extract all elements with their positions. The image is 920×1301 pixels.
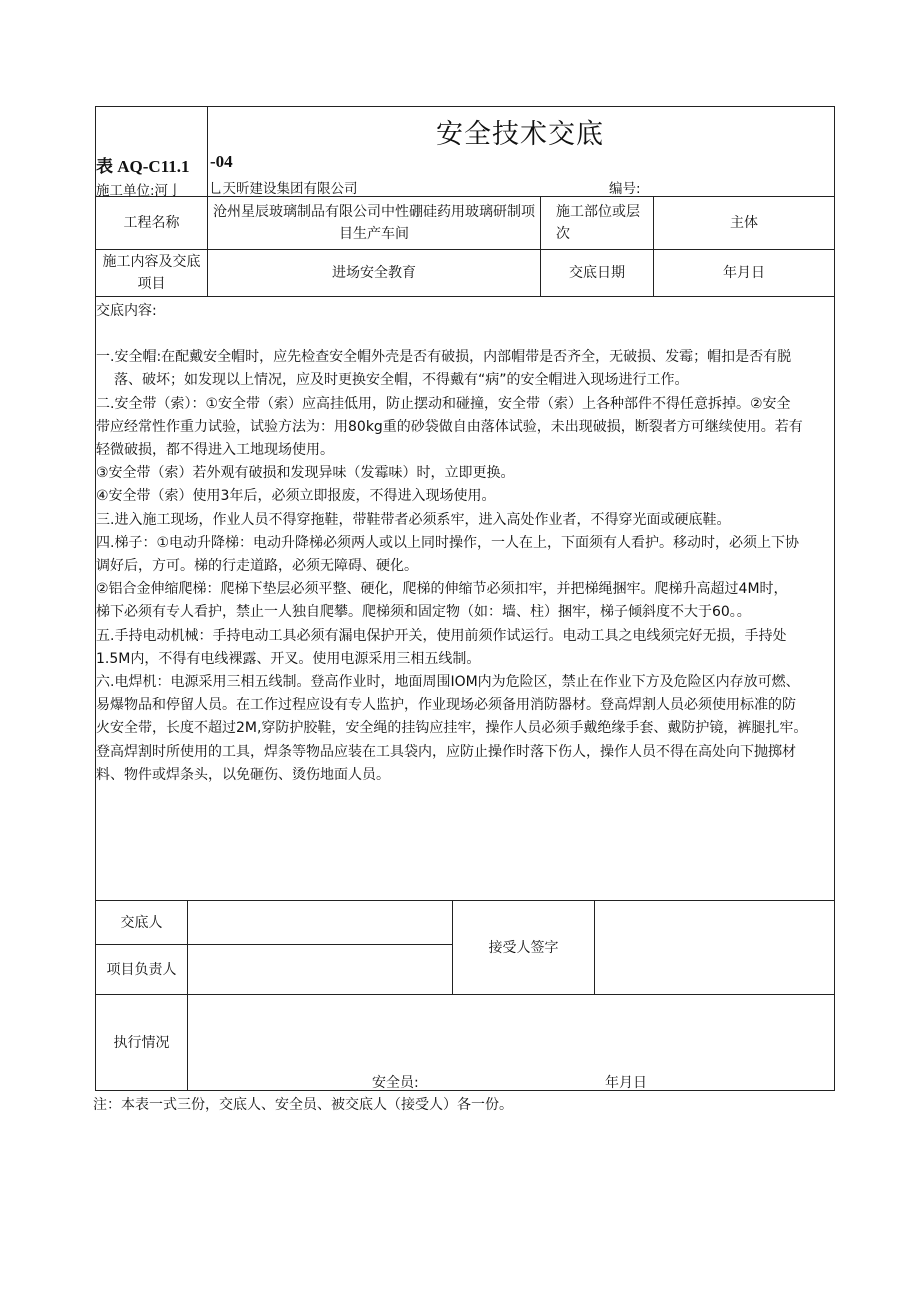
form-code: 表 AQ-C11.1 <box>96 157 190 176</box>
receiver-signature-label: 接受人签字 <box>488 939 559 956</box>
content-paragraph: 调好后，方可。梯的行走道路，必须无障碍、硬化。 <box>96 558 418 575</box>
content-paragraph: 梯下必须有专人看护，禁止一人独自爬攀。爬梯须和固定物（如：墙、柱）捆牢，梯子倾斜度不大于60。。 <box>96 604 751 621</box>
content-paragraph: ②铝合金伸缩爬梯：爬梯下垫层必须平整、硬化，爬梯的伸缩节必须扣牢，并把梯绳捆牢。爬梯升高超过4M时， <box>96 581 788 598</box>
project-name-label: 工程名称 <box>123 215 180 231</box>
safety-officer-label: 安全员: <box>372 1075 419 1091</box>
content-paragraph: ③安全带（索）若外观有破损和发现异味（发霉味）时，立即更换。 <box>96 465 515 482</box>
location-label: 施工部位或层次 <box>556 204 640 242</box>
disclosure-date-label: 交底日期 <box>569 265 625 281</box>
document-title: 安全技术交底 <box>436 119 604 150</box>
receiver-signature-field[interactable] <box>595 901 834 994</box>
form-code-suffix: -04 <box>210 152 233 171</box>
content-paragraph: 登高焊割时所使用的工具，焊条等物品应装在工具袋内，应防止操作时落下伤人，操作人员不得在高处向下抛掷材 <box>96 743 796 760</box>
discloser-label: 交底人 <box>120 914 163 931</box>
content-paragraph: 落、破坏；如发现以上情况，应及时更换安全帽，不得戴有“病”的安全帽进入现场进行工作。 <box>114 372 689 389</box>
content-paragraph: 火安全带，长度不超过2M,穿防护胶鞋，安全绳的挂钩应挂牢，操作人员必须手戴绝缘手套、戴防护镜，裤腿扎牢。 <box>96 720 808 737</box>
content-paragraph: 一.安全帽:在配戴安全帽时，应先检查安全帽外壳是否有破损，内部帽带是否齐全，无破损、发霉；帽扣是否有脱 <box>96 349 792 366</box>
content-item-value: 进场安全教育 <box>332 265 416 281</box>
content-heading: 交底内容: <box>96 303 157 319</box>
content-paragraph: 三.进入施工现场，作业人员不得穿拖鞋，带鞋带者必须系牢，进入高处作业者，不得穿光面或硬底鞋。 <box>96 511 731 528</box>
footer-note: 注：本表一式三份，交底人、安全员、被交底人（接受人）各一份。 <box>93 1097 513 1113</box>
content-paragraph: 料、物件或焊条头，以免砸伤、烫伤地面人员。 <box>96 766 390 783</box>
content-paragraph: 五.手持电动机械：手持电动工具必须有漏电保护开关，使用前须作试运行。电动工具之电线须完好无损，手持处 <box>96 627 787 644</box>
content-paragraph: 六.电焊机：电源采用三相五线制。登高作业时，地面周围IOM内为危险区，禁止在作业下方及危险区内存放可燃、 <box>96 674 800 691</box>
project-manager-signature-field[interactable] <box>188 945 452 994</box>
disclosure-content <box>96 300 838 787</box>
content-paragraph: 1.5M内，不得有电线裸露、开叉。使用电源采用三相五线制。 <box>96 650 481 667</box>
content-paragraph: ④安全带（索）使用3年后，必须立即报废，不得进入现场使用。 <box>96 488 496 505</box>
disclosure-date-value: 年月日 <box>723 265 765 281</box>
discloser-signature-field[interactable] <box>188 901 452 944</box>
execution-status-label: 执行情况 <box>113 1034 170 1051</box>
location-value: 主体 <box>730 215 758 231</box>
content-paragraph: 带应经常性作重力试验，试验方法为：用80kg重的砂袋做自由落体试验，未出现破损，断裂者方可继续使用。若有 <box>96 418 803 435</box>
construction-unit-value: 乚天昕建设集团有限公司 <box>209 181 358 197</box>
serial-number-label: 编号: <box>609 181 641 197</box>
content-paragraph: 轻微破损，都不得进入工地现场使用。 <box>96 442 334 459</box>
project-name-value: 沧州星辰玻璃制品有限公司中性硼硅药用玻璃研制项目生产车间 <box>213 204 535 242</box>
content-paragraph: 二.安全带（索）：①安全带（索）应高挂低用，防止摆动和碰撞，安全带（索）上各种部件不得任意拆掉。②安全 <box>96 395 791 412</box>
project-manager-label: 项目负责人 <box>106 961 177 978</box>
construction-unit-label: 施工单位:河亅 <box>96 183 182 199</box>
content-paragraph: 四.梯子：①电动升降梯：电动升降梯必须两人或以上同时操作，一人在上，下面须有人看护。移动时，必须上下协 <box>96 534 799 551</box>
content-item-label: 施工内容及交底项目 <box>102 254 201 292</box>
execution-date-label: 年月日 <box>605 1075 647 1091</box>
content-paragraph: 易爆物品和停留人员。在工作过程应设有专人监护，作业现场必须备用消防器材。登高焊割人员必须使用标准的防 <box>96 697 796 714</box>
